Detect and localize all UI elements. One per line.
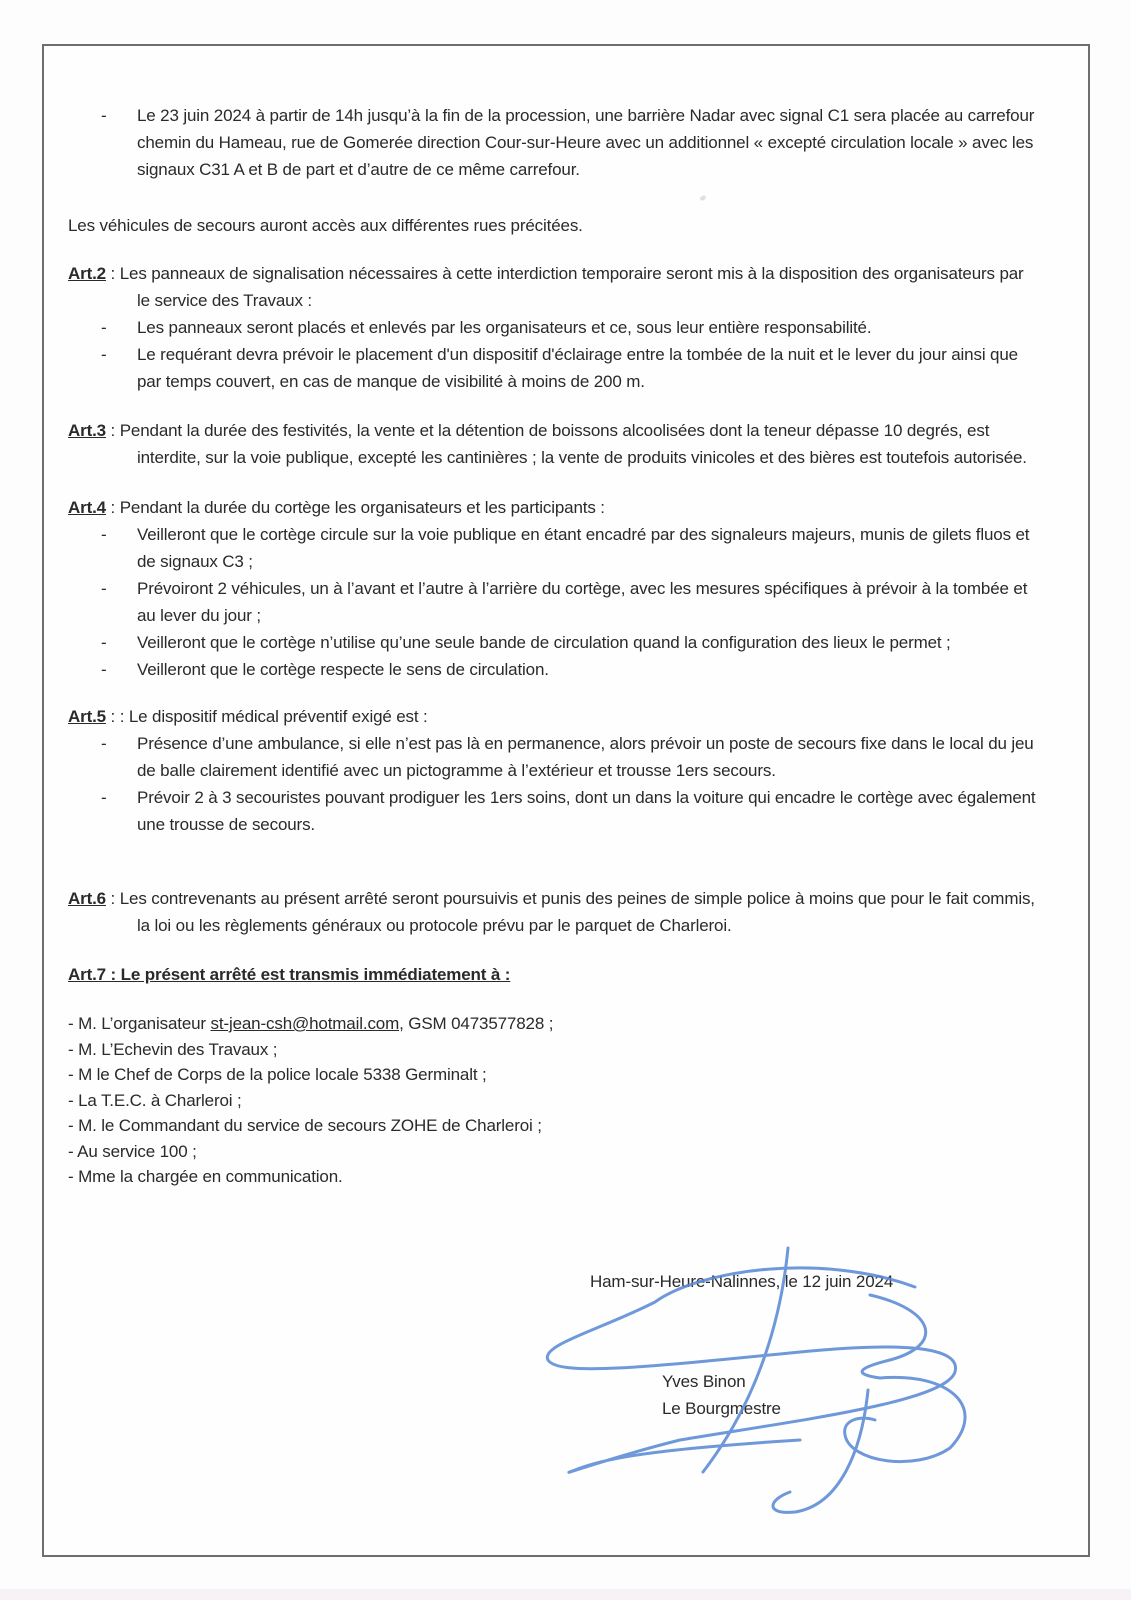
bullet-dash: - — [101, 660, 107, 679]
bullet-text: Les panneaux seront placés et enlevés par les organisateurs et ce, sous leur entière responsabilité. — [137, 318, 872, 337]
bullet-dash: - — [101, 525, 107, 544]
bullet-text: Prévoiront 2 véhicules, un à l’avant et l’autre à l’arrière du cortège, avec les mesures spécifiques à prévoir à la tombée et au lever du jour ; — [137, 579, 1028, 625]
list-item — [101, 575, 1038, 629]
list-item — [101, 314, 1038, 341]
article-6-paragraph — [68, 885, 1038, 939]
list-item — [101, 784, 1038, 838]
bullet-dash: - — [101, 633, 107, 652]
bullet-dash: - — [101, 106, 107, 125]
bullet-text: Veilleront que le cortège circule sur la voie publique en étant encadré par des signaleurs majeurs, munis de gilets fluos et de signaux C3 ; — [137, 525, 1030, 571]
article-4-text: Pendant la durée du cortège les organisateurs et les participants : — [119, 498, 605, 517]
recipients-list — [68, 1011, 1038, 1190]
bullet-text: Prévoir 2 à 3 secouristes pouvant prodiguer les 1ers soins, dont un dans la voiture qui encadre le cortège avec également une trousse de secours. — [137, 788, 1036, 834]
article-6-separator: : — [105, 889, 120, 908]
article-6-label: Art.6 — [68, 889, 106, 908]
recipient-line: - M. le Commandant du service de secours ZOHE de Charleroi ; — [68, 1116, 542, 1135]
organizer-email-link[interactable]: st-jean-csh@hotmail.com — [210, 1014, 400, 1033]
article-3-label: Art.3 — [68, 421, 106, 440]
vehicles-access-note: Les véhicules de secours auront accès aux différentes rues précitées. — [68, 216, 583, 235]
article-4-paragraph — [68, 494, 1038, 521]
article-5-paragraph — [68, 703, 1038, 730]
recipient-line: - M le Chef de Corps de la police locale 5338 Germinalt ; — [68, 1065, 487, 1084]
article-7-heading: Art.7 : Le présent arrêté est transmis immédiatement à : — [68, 965, 511, 984]
article-4 — [68, 494, 1038, 683]
article-5 — [68, 703, 1038, 838]
signatory-title: Le Bourgmestre — [662, 1399, 781, 1418]
article-5-separator: : : — [105, 707, 129, 726]
article-3 — [68, 417, 1038, 471]
article-2-label: Art.2 — [68, 264, 106, 283]
list-item — [101, 341, 1038, 395]
list-item — [101, 629, 1038, 656]
article-2 — [68, 260, 1038, 395]
document-body — [68, 102, 1038, 1190]
list-item — [101, 521, 1038, 575]
scan-edge-strip — [0, 1589, 1131, 1600]
article-3-text: Pendant la durée des festivités, la vente et la détention de boissons alcoolisées dont la teneur dépasse 10 degrés, est interdite, sur la voie publique, excepté les cantinières ; la vente de produits vinicoles et des bières est toutefois autorisée. — [119, 421, 1027, 467]
bullet-text: Le requérant devra prévoir le placement d'un dispositif d'éclairage entre la tombée de la nuit et le lever du jour ainsi que par temps couvert, en cas de manque de visibilité à moins de 200 m. — [137, 345, 1018, 391]
article-5-bullets — [68, 730, 1038, 838]
bullet-dash: - — [101, 734, 107, 753]
bullet-dash: - — [101, 788, 107, 807]
article-3-paragraph — [68, 417, 1038, 471]
document-border-frame — [42, 44, 1090, 1557]
list-item — [101, 730, 1038, 784]
article-2-text: Les panneaux de signalisation nécessaires à cette interdiction temporaire seront mis à la disposition des organisateurs par le service des Travaux : — [119, 264, 1024, 310]
article-4-label: Art.4 — [68, 498, 106, 517]
article-4-bullets — [68, 521, 1038, 683]
recipient-line: - La T.E.C. à Charleroi ; — [68, 1090, 242, 1110]
signatory-name: Yves Binon — [662, 1372, 746, 1391]
article-5-text: Le dispositif médical préventif exigé est : — [128, 707, 428, 726]
article-6-text: Les contrevenants au présent arrêté seront poursuivis et punis des peines de simple police à moins que pour le fait commis, la loi ou les règlements généraux ou protocole prévu par le parquet de Charleroi. — [119, 889, 1035, 935]
place-date-line: Ham-sur-Heure-Nalinnes, le 12 juin 2024 — [590, 1272, 894, 1291]
recipient-text: - M. L’organisateur — [68, 1014, 211, 1033]
recipient-line: - Mme la chargée en communication. — [68, 1167, 343, 1186]
article-5-label: Art.5 — [68, 707, 106, 726]
recipient-organizer — [68, 1011, 1038, 1037]
article-4-separator: : — [105, 498, 120, 517]
list-item — [101, 656, 1038, 683]
article-2-bullets — [68, 314, 1038, 395]
bullet-dash: - — [101, 579, 107, 598]
recipient-line: - M. L’Echevin des Travaux ; — [68, 1039, 278, 1059]
recipient-line: - Au service 100 ; — [68, 1141, 197, 1161]
signatory-block — [662, 1368, 781, 1422]
article-6 — [68, 885, 1038, 939]
article-3-separator: : — [105, 421, 120, 440]
bullet-dash: - — [101, 345, 107, 364]
bullet-text: Présence d’une ambulance, si elle n’est pas là en permanence, alors prévoir un poste de secours fixe dans le local du jeu de balle clairement identifié avec un pictogramme à l’extérieur et trousse 1ers secours. — [137, 734, 1034, 780]
bullet-text: Veilleront que le cortège respecte le sens de circulation. — [137, 660, 549, 679]
intro-bullet-list — [68, 102, 1038, 183]
recipient-text: , GSM 0473577828 ; — [399, 1014, 554, 1033]
article-2-separator: : — [105, 264, 120, 283]
bullet-text: Veilleront que le cortège n’utilise qu’une seule bande de circulation quand la configuration des lieux le permet ; — [137, 633, 951, 652]
article-2-paragraph — [68, 260, 1038, 314]
list-item — [101, 102, 1038, 183]
bullet-dash: - — [101, 318, 107, 337]
intro-bullet-text: Le 23 juin 2024 à partir de 14h jusqu’à la fin de la procession, une barrière Nadar avec signal C1 sera placée au carrefour chemin du Hameau, rue de Gomerée direction Cour-sur-Heure avec un additionnel « excepté circulation locale » avec les signaux C31 A et B de part et d’autre de ce même carrefour. — [137, 106, 1035, 179]
